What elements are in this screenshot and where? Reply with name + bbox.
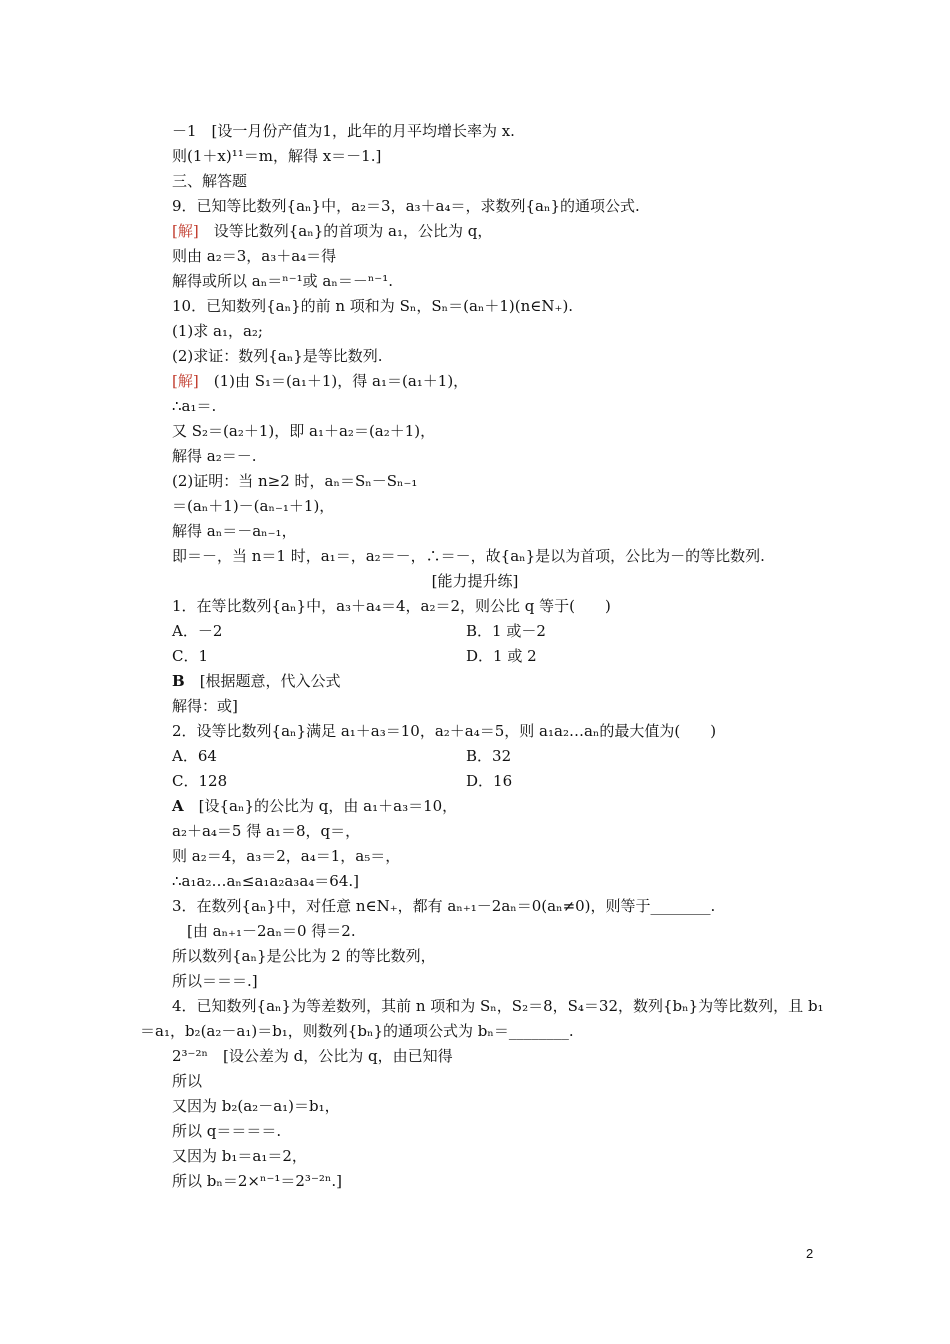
answer-label: A [172, 797, 184, 815]
answer-label: 2³⁻²ⁿ [172, 1047, 208, 1065]
option-b: B．1 或－2 [466, 622, 546, 640]
text-line: 所以＝＝＝.] [172, 972, 258, 990]
text-line: 又因为 b₁＝a₁＝2， [172, 1147, 307, 1165]
text-line: (2)证明：当 n≥2 时，aₙ＝Sₙ－Sₙ₋₁ [172, 472, 418, 490]
text-line: 解得 a₂＝－. [172, 447, 257, 465]
option-row [172, 746, 512, 766]
question-3: 3．在数列{aₙ}中，对任意 n∈N₊，都有 aₙ₊₁－2aₙ＝0(aₙ≠0)，则等于________. [172, 897, 716, 915]
text-line: 又因为 b₂(a₂－a₁)＝b₁， [172, 1097, 340, 1115]
text-line: 则 a₂＝4，a₃＝2，a₄＝1，a₅＝， [172, 847, 401, 865]
option-c: C．1 [172, 647, 209, 665]
text-line: 解得 aₙ＝－aₙ₋₁， [172, 522, 297, 540]
text-line: 解得或所以 aₙ＝ⁿ⁻¹或 aₙ＝－ⁿ⁻¹. [172, 272, 394, 290]
text-line: [由 aₙ₊₁－2aₙ＝0 得＝2. [187, 922, 356, 940]
text-line: (1)求 a₁，a₂; [172, 322, 263, 340]
answer-label: B [172, 672, 185, 690]
text-line: 则(1＋x)¹¹＝m，解得 x＝－1.] [172, 147, 382, 165]
question-4: 4．已知数列{aₙ}为等差数列，其前 n 项和为 Sₙ，S₂＝8，S₄＝32，数列{bₙ}为等比数列，且 b₁ [172, 997, 824, 1015]
solution-label: [解] [172, 372, 199, 390]
text-line: －1 [设一月份产值为1，此年的月平均增长率为 x. [172, 122, 515, 140]
text-line: (2)求证：数列{aₙ}是等比数列. [172, 347, 383, 365]
section-heading: 三、解答题 [172, 172, 248, 190]
text-line: ＝a₁，b₂(a₂－a₁)＝b₁，则数列{bₙ}的通项公式为 bₙ＝________. [140, 1022, 574, 1040]
answer-line: 2³⁻²ⁿ [设公差为 d，公比为 q，由已知得 [172, 1047, 453, 1065]
option-d: D．1 或 2 [466, 647, 537, 665]
text-line: 又 S₂＝(a₂＋1)，即 a₁＋a₂＝(a₂＋1)， [172, 422, 436, 440]
option-row [172, 646, 537, 666]
text-line: 即＝－，当 n＝1 时，a₁＝，a₂＝－，∴＝－，故{aₙ}是以为首项，公比为－的等比数列. [172, 547, 765, 565]
option-c: C．128 [172, 772, 228, 790]
text-line: 所以数列{aₙ}是公比为 2 的等比数列， [172, 947, 436, 965]
option-d: D．16 [466, 772, 513, 790]
text-line: ＝(aₙ＋1)－(aₙ₋₁＋1)， [172, 497, 335, 515]
question-9: 9．已知等比数列{aₙ}中，a₂＝3，a₃＋a₄＝，求数列{aₙ}的通项公式. [172, 197, 640, 215]
text-line: a₂＋a₄＝5 得 a₁＝8，q＝， [172, 822, 361, 840]
option-row [172, 621, 546, 641]
option-row [172, 771, 513, 791]
answer-line: A [设{aₙ}的公比为 q，由 a₁＋a₃＝10， [172, 797, 458, 815]
text-line: 则由 a₂＝3，a₃＋a₄＝得 [172, 247, 337, 265]
text-line: 所以 bₙ＝2×ⁿ⁻¹＝2³⁻²ⁿ.] [172, 1172, 342, 1190]
solution-line: [解] (1)由 S₁＝(a₁＋1)，得 a₁＝(a₁＋1)， [172, 372, 469, 390]
answer-line: B [根据题意，代入公式 [172, 672, 341, 690]
solution-line: [解] 设等比数列{aₙ}的首项为 a₁，公比为 q， [172, 222, 493, 240]
question-1: 1．在等比数列{aₙ}中，a₃＋a₄＝4，a₂＝2，则公比 q 等于( ) [172, 597, 611, 615]
question-10: 10．已知数列{aₙ}的前 n 项和为 Sₙ，Sₙ＝(aₙ＋1)(n∈N₊). [172, 297, 574, 315]
question-2: 2．设等比数列{aₙ}满足 a₁＋a₃＝10，a₂＋a₄＝5，则 a₁a₂…aₙ的最大值为( ) [172, 722, 717, 740]
text-line: ∴a₁＝. [172, 397, 217, 415]
solution-label: [解] [172, 222, 199, 240]
text-line: 所以 [172, 1072, 203, 1090]
option-a: A．－2 [172, 622, 223, 640]
option-b: B．32 [466, 747, 512, 765]
text-line: 解得：或] [172, 697, 238, 715]
text-line: 所以 q＝＝＝＝. [172, 1122, 282, 1140]
page-number: 2 [806, 1246, 814, 1261]
text-line: ∴a₁a₂…aₙ≤a₁a₂a₃a₄＝64.] [172, 872, 359, 890]
section-heading: [能力提升练] [431, 572, 519, 590]
option-a: A．64 [172, 747, 217, 765]
